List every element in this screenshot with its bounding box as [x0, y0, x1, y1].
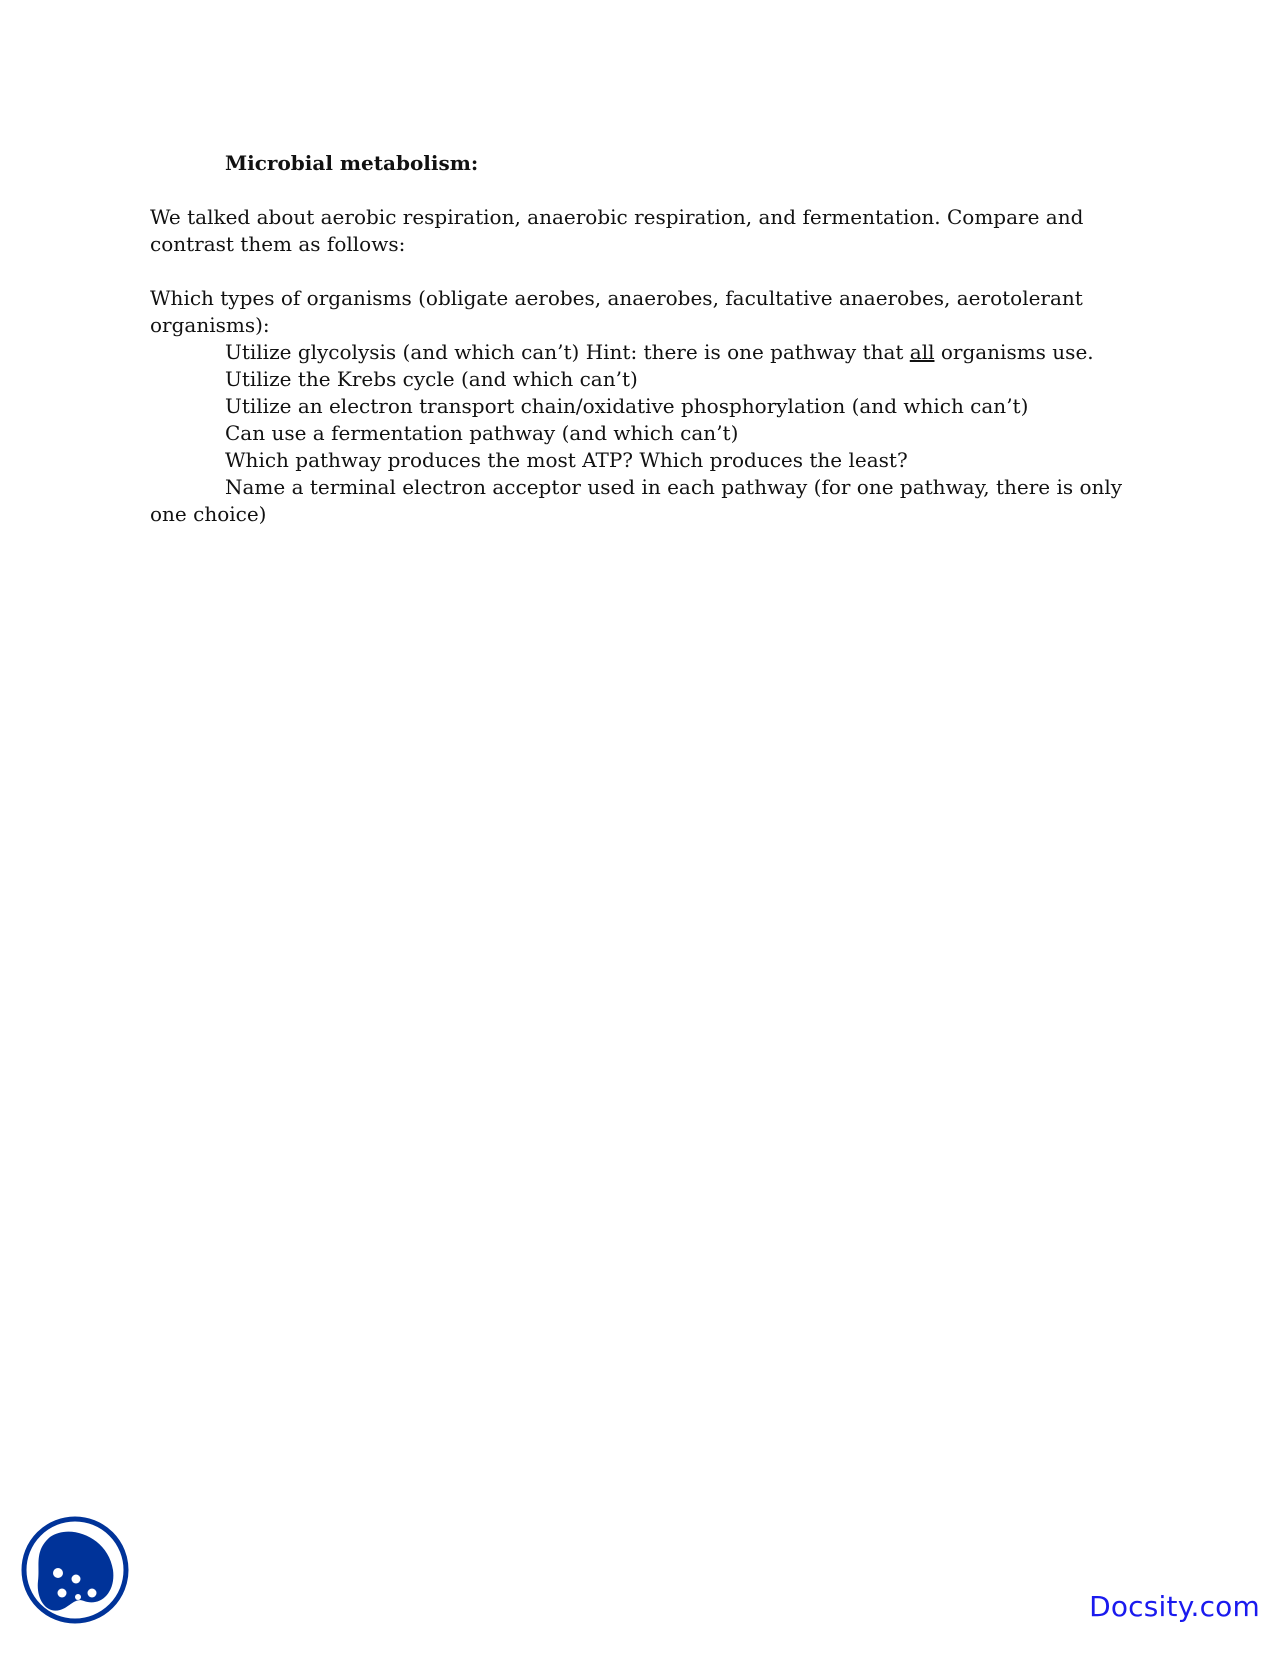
list-item: Can use a fermentation pathway (and which can’t) [225, 421, 739, 445]
list-item: Utilize the Krebs cycle (and which can’t) [225, 367, 638, 391]
list-item-text: organisms use. [934, 340, 1094, 364]
list-item: Utilize an electron transport chain/oxidative phosphorylation (and which can’t) [225, 394, 1029, 418]
document-heading: Microbial metabolism: [225, 151, 479, 175]
list-item: Which pathway produces the most ATP? Which produces the least? [225, 448, 908, 472]
intro-paragraph: We talked about aerobic respiration, anaerobic respiration, and fermentation. Compare and contrast them as follows: [150, 205, 1084, 256]
docsity-logo-icon[interactable] [20, 1515, 130, 1625]
list-item-text: Utilize glycolysis (and which can’t) Hint: there is one pathway that [225, 340, 910, 364]
question-paragraph: Which types of organisms (obligate aerobes, anaerobes, facultative anaerobes, aerotolerant organisms): [150, 286, 1083, 337]
list-item [150, 339, 1150, 366]
list-item: Name a terminal electron acceptor used in each pathway (for one pathway, there is only one choice) [150, 475, 1123, 526]
underlined-word: all [909, 340, 935, 364]
document-content [150, 150, 1150, 528]
docsity-brand-link[interactable]: Docsity.com [1089, 1590, 1260, 1623]
question-list [150, 339, 1150, 528]
